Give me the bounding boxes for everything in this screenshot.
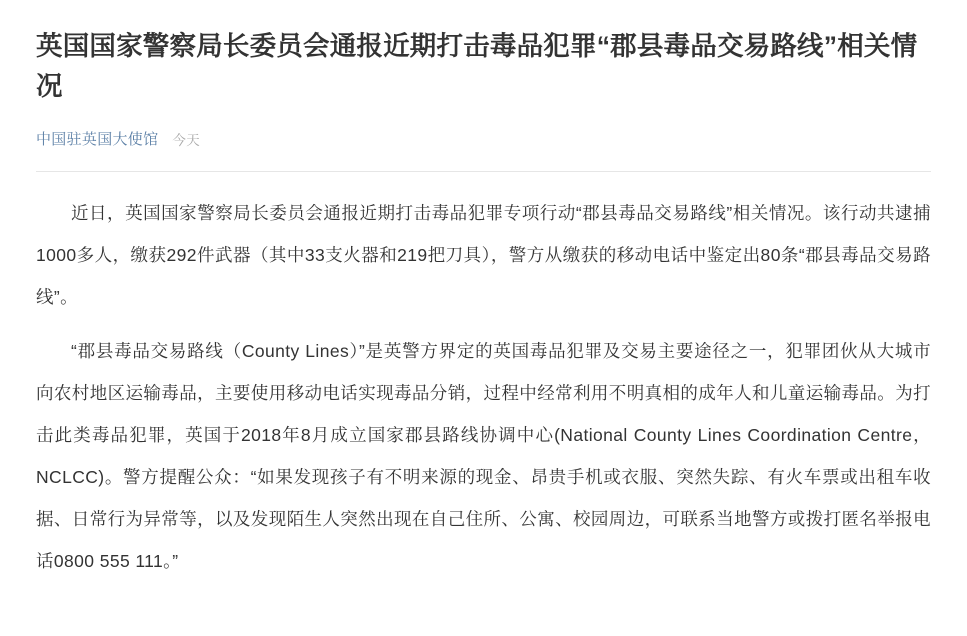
article-body (36, 192, 931, 582)
article-meta (36, 128, 931, 149)
article-timestamp: 今天 (172, 132, 201, 148)
article-paragraph: “郡县毒品交易路线（County Lines）”是英警方界定的英国毒品犯罪及交易主要途径之一，犯罪团伙从大城市向农村地区运输毒品，主要使用移动电话实现毒品分销，过程中经常利用不明真相的成年人和儿童运输毒品。为打击此类毒品犯罪，英国于2018年8月成立国家郡县路线协调中心(National County Lines Coordination Centre，NCLCC)。警方提醒公众：“如果发现孩子有不明来源的现金、昂贵手机或衣服、突然失踪、有火车票或出租车收据、日常行为异常等，以及发现陌生人突然出现在自己住所、公寓、校园周边，可联系当地警方或拨打匿名举报电话0800 555 111。” (36, 341, 931, 571)
header-divider (36, 171, 931, 172)
page-title: 英国国家警察局长委员会通报近期打击毒品犯罪“郡县毒品交易路线”相关情况 (36, 31, 918, 101)
article-source[interactable]: 中国驻英国大使馆 (36, 131, 159, 148)
article-paragraph: 近日，英国国家警察局长委员会通报近期打击毒品犯罪专项行动“郡县毒品交易路线”相关情况。该行动共逮捕1000多人，缴获292件武器（其中33支火器和219把刀具），警方从缴获的移动电话中鉴定出80条“郡县毒品交易路线”。 (36, 203, 931, 307)
